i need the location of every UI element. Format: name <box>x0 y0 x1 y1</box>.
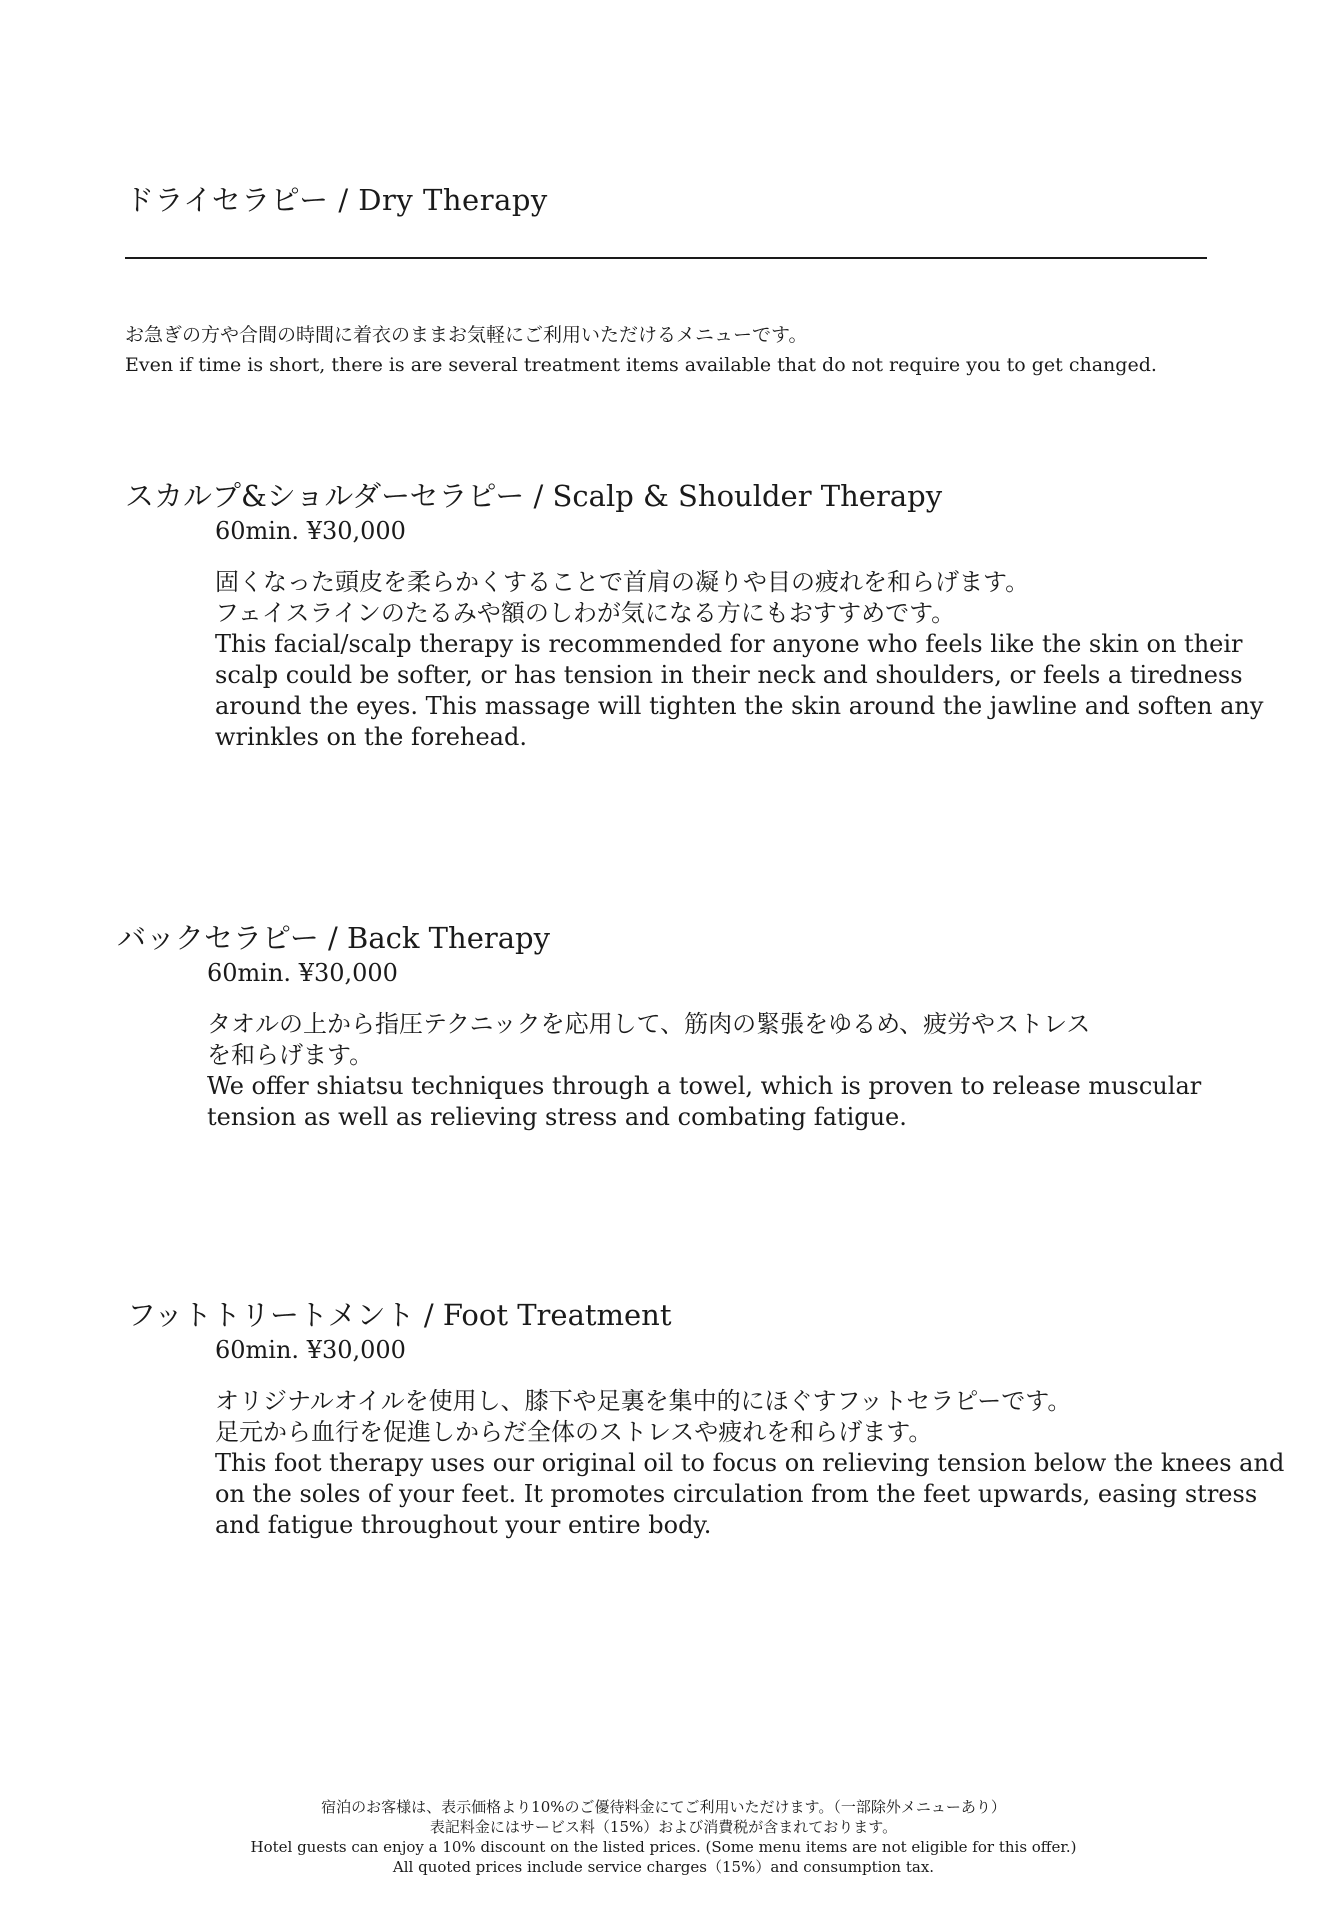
menu-item-price: 60min. ¥30,000 <box>215 517 406 545</box>
description-ja-line: フェイスラインのたるみや額のしわが気になる方にもおすすめです。 <box>215 599 956 627</box>
description-en: This foot therapy uses our original oil to focus on relieving tension below the knees and on the soles of your feet. It promotes circulation from the feet upwards, easing stress and fatigue throughout your entire body. <box>215 1449 1285 1539</box>
menu-item-back-therapy <box>117 919 1282 1133</box>
page-title: ドライセラピー / Dry Therapy <box>125 183 548 217</box>
footer-notes <box>0 1797 1327 1877</box>
footer-tax-en: All quoted prices include service charges（15%）and consumption tax. <box>392 1858 935 1876</box>
title-divider <box>125 257 1207 259</box>
description-ja-line: オリジナルオイルを使用し、膝下や足裏を集中的にほぐすフットセラピーです。 <box>215 1387 1072 1415</box>
description-en: We offer shiatsu techniques through a towel, which is proven to release muscular tension as well as relieving stress and combating fatigue. <box>207 1072 1202 1131</box>
description-en: This facial/scalp therapy is recommended for anyone who feels like the skin on their scalp could be softer, or has tension in their neck and shoulders, or feels a tiredness around the eyes. This massage will tighten the skin around the jawline and soften any wrinkles on the forehead. <box>215 630 1264 751</box>
footer-discount-en: Hotel guests can enjoy a 10% discount on the listed prices. (Some menu items are not eligible for this offer.) <box>250 1838 1077 1856</box>
description-ja-line: を和らげます。 <box>207 1041 374 1069</box>
menu-item-heading: フットトリートメント / Foot Treatment <box>127 1298 672 1332</box>
description-ja-line: 足元から血行を促進しからだ全体のストレスや疲れを和らげます。 <box>215 1418 933 1446</box>
menu-item-description <box>215 567 1305 753</box>
menu-item-heading: バックセラピー / Back Therapy <box>117 921 550 955</box>
menu-item-description <box>207 1009 1282 1133</box>
description-ja-line: タオルの上から指圧テクニックを応用して、筋肉の緊張をゆるめ、疲労やストレス <box>207 1010 1091 1038</box>
footer-discount-ja: 宿泊のお客様は、表示価格より10%のご優待料金にてご利用いただけます。（一部除外メニューあり） <box>321 1798 1006 1816</box>
description-ja-line: 固くなった頭皮を柔らかくすることで首肩の凝りや目の疲れを和らげます。 <box>215 568 1030 596</box>
intro-ja: お急ぎの方や合間の時間に着衣のままお気軽にご利用いただけるメニューです。 <box>125 324 808 346</box>
menu-item-heading: スカルプ&ショルダーセラピー / Scalp & Shoulder Therapy <box>125 479 943 513</box>
menu-item-foot-treatment <box>127 1296 1305 1541</box>
intro-text <box>125 320 1157 380</box>
menu-item-scalp-shoulder <box>125 477 1305 753</box>
menu-item-description <box>215 1386 1305 1541</box>
menu-item-price: 60min. ¥30,000 <box>215 1336 406 1364</box>
intro-en: Even if time is short, there is are several treatment items available that do not require you to get changed. <box>125 354 1157 376</box>
menu-item-price: 60min. ¥30,000 <box>207 959 398 987</box>
footer-tax-ja: 表記料金にはサービス料（15%）および消費税が含まれております。 <box>429 1818 898 1836</box>
